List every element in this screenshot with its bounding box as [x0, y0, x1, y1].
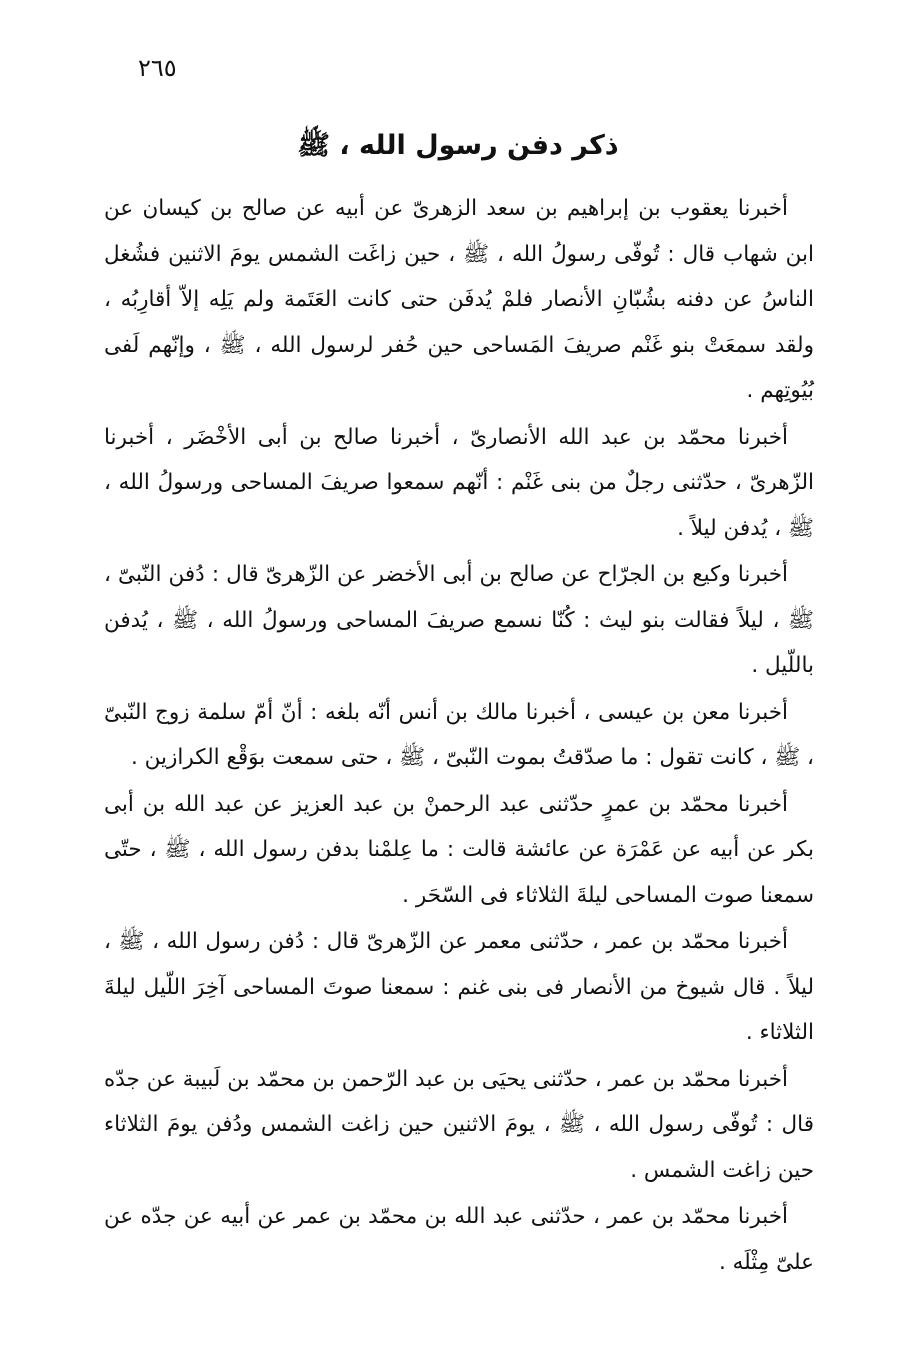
body-text	[104, 186, 814, 1285]
paragraph-4: أخبرنا معن بن عيسى ، أخبرنا مالك بن أنس أنّه بلغه : أنّ أمّ سلمة زوج النّبىّ ، ﷺ ، كانت تقول : ما صدّقتُ بموت النّبىّ ، ﷺ ، حتى سمعت بوَقْع الكرازين .	[104, 699, 814, 770]
paragraph-5: أخبرنا محمّد بن عمرٍ حدّثنى عبد الرحمنْ بن عبد العزيز عن عبد الله بن أبى بكر عن أبيه عن عَمْرَة عن عائشة قالت : ما عِلمْنا بدفن رسول الله ، ﷺ ، حتّى سمعنا صوت المساحى ليلةَ الثلاثاء فى السّحَر .	[104, 791, 814, 908]
section-heading: ذكر دفن رسول الله ، ﷺ	[297, 130, 619, 161]
paragraph-6: أخبرنا محمّد بن عمر ، حدّثنى معمر عن الزّهرىّ قال : دُفن رسول الله ، ﷺ ، ليلاً . قال شيوخ من الأنصار فى بنى غنم : سمعنا صوتَ المساحى آخِرَ اللّيل ليلةَ الثلاثاء .	[104, 929, 814, 1045]
paragraph-8: أخبرنا محمّد بن عمر ، حدّثنى عبد الله بن محمّد بن عمر عن أبيه عن جدّه عن علىّ مِثْلَه .	[104, 1204, 814, 1275]
paragraph-2: أخبرنا محمّد بن عبد الله الأنصارىّ ، أخبرنا صالح بن أبى الأخْضَر ، أخبرنا الزّهرىّ ، حدّثنى رجلٌ من بنى غَنْم : أنّهم سمعوا صريفَ المساحى ورسولُ الله ، ﷺ ، يُدفن ليلاً .	[104, 424, 814, 541]
paragraph-1: أخبرنا يعقوب بن إبراهيم بن سعد الزهرىّ عن أبيه عن صالح بن كيسان عن ابن شهاب قال : تُوفّى رسولُ الله ، ﷺ ، حين زاغَت الشمس يومَ الاثنين فشُغل الناسُ عن دفنه بشُبّانِ الأنصار فلمْ يُدفَن حتى كانت العَتَمة ولم يَلِه إلاّ أقارِبُه ، ولقد سمعَتْ بنو غَنْم صريفَ المَساحى حين حُفر لرسول الله ، ﷺ ، وإنّهم لَفى بُيُوتِهم .	[104, 196, 814, 403]
paragraph-7: أخبرنا محمّد بن عمر ، حدّثنى يحيَى بن عبد الرّحمن بن محمّد بن لَبيبة عن جدّه قال : تُوفّى رسول الله ، ﷺ ، يومَ الاثنين حين زاغت الشمس ودُفن يومَ الثلاثاء حين زاغت الشمس .	[104, 1066, 814, 1183]
paragraph-3: أخبرنا وكيع بن الجرّاح عن صالح بن أبى الأخضر عن الزّهرىّ قال : دُفن النّبىّ ، ﷺ ، ليلاً فقالت بنو ليث : كُنّا نسمع صريفَ المساحى ورسولُ الله ، ﷺ ، يُدفن باللّيل .	[104, 562, 814, 678]
page-number: ٢٦٥	[138, 54, 177, 82]
